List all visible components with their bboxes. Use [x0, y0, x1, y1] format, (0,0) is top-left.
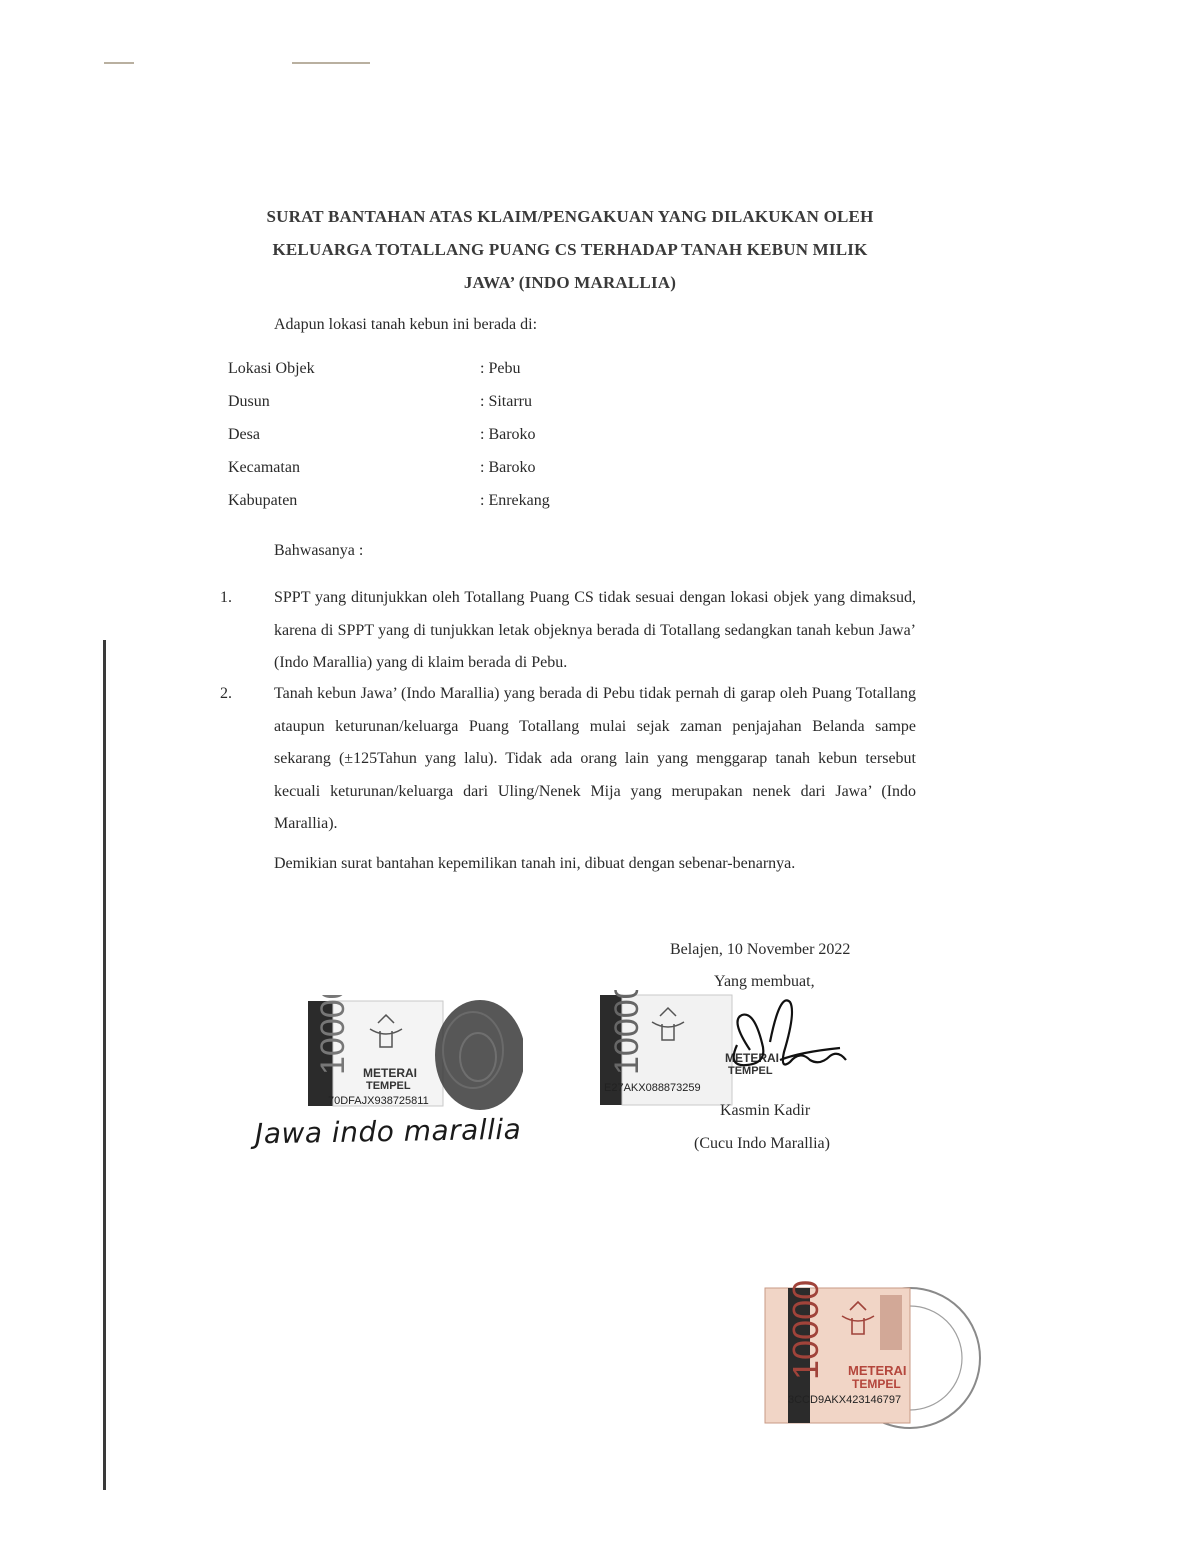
- place-date: Belajen, 10 November 2022: [670, 941, 851, 958]
- stamp-label: METERAI: [848, 1363, 907, 1378]
- point-text: SPPT yang ditunjukkan oleh Totallang Puang CS tidak sesuai dengan lokasi objek yang dimaksud, karena di SPPT yang di tunjukkan letak objeknya berada di Totallang sedangkan tanah kebun Jawa’ (Indo Marallia) yang di klaim berada di Pebu.: [274, 589, 916, 671]
- numbered-point: [220, 678, 916, 841]
- maker-label: Yang membuat,: [714, 973, 815, 990]
- stamp-label: METERAI: [363, 1066, 417, 1080]
- svg-text:10000: 10000: [785, 1280, 826, 1380]
- meterai-stamp-bottom: [760, 1280, 990, 1440]
- meterai-stamp-left: [308, 995, 523, 1115]
- location-value: : Enrekang: [480, 492, 550, 509]
- stamp-label: TEMPEL: [852, 1377, 901, 1391]
- title-line: JAWA’ (INDO MARALLIA): [463, 273, 677, 292]
- location-label: Kabupaten: [228, 492, 298, 509]
- svg-text:10000: 10000: [314, 995, 352, 1075]
- page-edge: [103, 640, 106, 1490]
- point-number: 1.: [220, 589, 232, 606]
- bahwasanya-heading: Bahwasanya :: [274, 542, 364, 559]
- stamp-serial: 70DFAJX938725811: [328, 1095, 429, 1107]
- location-row: [228, 426, 728, 459]
- location-label: Dusun: [228, 393, 270, 410]
- signer-role: (Cucu Indo Marallia): [694, 1135, 830, 1152]
- point-text: Tanah kebun Jawa’ (Indo Marallia) yang berada di Pebu tidak pernah di garap oleh Puang Totallang ataupun keturunan/keluarga Puang Totallang mulai sejak zaman penjajahan Belanda sampe sekarang (±125Tahun yang lalu). Tidak ada orang lain yang menggarap tanah kebun tersebut kecuali keturunan/keluarga dari Uling/Nenek Mija yang merupakan nenek dari Jawa’ (Indo Marallia).: [274, 685, 916, 832]
- location-row: [228, 492, 728, 525]
- location-row: [228, 393, 728, 426]
- location-table: [228, 360, 728, 525]
- location-value: : Pebu: [480, 360, 521, 377]
- meterai-stamp-right: [600, 990, 860, 1110]
- location-label: Desa: [228, 426, 260, 443]
- document-title: [190, 200, 950, 299]
- left-signature-name: Jawa indo marallia: [254, 1112, 522, 1151]
- point-number: 2.: [220, 685, 232, 702]
- scan-mark: [104, 62, 134, 64]
- intro-text: Adapun lokasi tanah kebun ini berada di:: [274, 316, 538, 333]
- stamp-label: METERAI: [725, 1051, 779, 1065]
- location-row: [228, 459, 728, 492]
- title-line: KELUARGA TOTALLANG PUANG CS TERHADAP TANAH KEBUN MILIK: [272, 240, 868, 259]
- stamp-serial: E27AKX088873259: [604, 1082, 701, 1094]
- stamp-label: TEMPEL: [728, 1065, 773, 1077]
- stamp-serial: 3CCD9AKX423146797: [788, 1394, 902, 1406]
- location-value: : Baroko: [480, 459, 536, 476]
- closing-statement: Demikian surat bantahan kepemilikan tanah ini, dibuat dengan sebenar-benarnya.: [274, 855, 796, 872]
- location-value: : Baroko: [480, 426, 536, 443]
- scan-mark: [292, 62, 370, 64]
- stamp-label: TEMPEL: [366, 1080, 411, 1092]
- location-label: Kecamatan: [228, 459, 300, 476]
- location-value: : Sitarru: [480, 393, 532, 410]
- signer-name: Kasmin Kadir: [720, 1102, 811, 1119]
- svg-text:10000: 10000: [608, 990, 646, 1075]
- location-row: [228, 360, 728, 393]
- title-line: SURAT BANTAHAN ATAS KLAIM/PENGAKUAN YANG DILAKUKAN OLEH: [266, 207, 874, 226]
- numbered-point: [220, 582, 916, 680]
- location-label: Lokasi Objek: [228, 360, 315, 377]
